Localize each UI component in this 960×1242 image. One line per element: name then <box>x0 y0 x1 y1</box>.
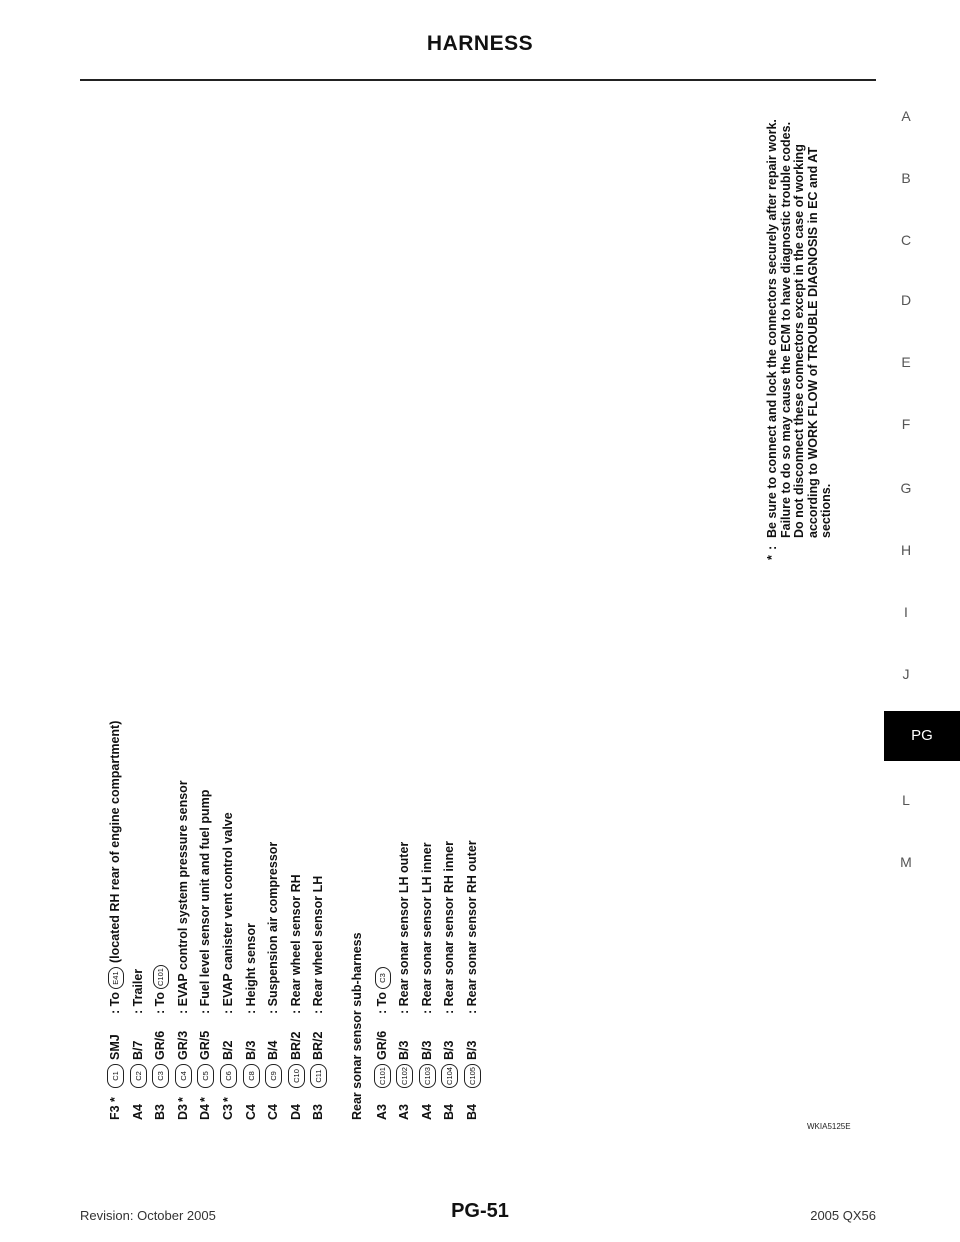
connector-color-pins: GR/6 <box>153 1030 168 1060</box>
connector-id-badge: C2 <box>130 1064 147 1088</box>
note-separator: : <box>765 545 779 550</box>
connector-description <box>266 842 280 1014</box>
connector-color-pins: B/3 <box>419 1040 434 1060</box>
section-index-g[interactable]: G <box>900 480 912 496</box>
connector-description-text: : Rear sonar sensor LH outer <box>397 841 412 1014</box>
connector-grid-location: A3 <box>374 1104 389 1120</box>
connector-description-text: : Trailer <box>130 968 145 1014</box>
connector-description-text: : Rear wheel sensor LH <box>311 875 326 1014</box>
connector-description-text: : Fuel level sensor unit and fuel pump <box>198 789 213 1014</box>
figure-code: WKIA5125E <box>807 1122 851 1131</box>
connector-id-badge: C105 <box>464 1064 481 1088</box>
section-index-e[interactable]: E <box>901 354 911 370</box>
connector-id-badge: C1 <box>107 1064 124 1088</box>
connector-color-pins: B/7 <box>130 1040 145 1060</box>
linked-connector-badge: E41 <box>108 967 124 989</box>
section-index-c[interactable]: C <box>900 232 912 248</box>
connector-description-text: : EVAP control system pressure sensor <box>175 780 190 1014</box>
footer-revision: Revision: October 2005 <box>80 1208 216 1223</box>
connector-description-text: : EVAP canister vent control valve <box>221 812 235 1014</box>
section-index-f[interactable]: F <box>901 416 911 432</box>
connector-list-rotated <box>108 110 848 1120</box>
connector-id-badge: C101 <box>374 1064 391 1088</box>
connector-description-text: : Rear sonar sensor RH outer <box>464 840 479 1014</box>
caution-note-line: sections. <box>819 483 834 538</box>
connector-color-pins: GR/3 <box>175 1030 190 1060</box>
connector-id-badge: C9 <box>265 1064 282 1088</box>
connector-color-pins: B/2 <box>221 1040 235 1060</box>
connector-color-pins: BR/2 <box>288 1031 303 1060</box>
section-index-i[interactable]: I <box>904 604 908 620</box>
header-divider <box>80 79 876 81</box>
connector-description <box>397 842 411 1014</box>
connector-description-text: : To <box>108 992 122 1014</box>
connector-color-pins: B/3 <box>442 1040 457 1060</box>
section-index-a[interactable]: A <box>901 108 911 124</box>
page-number: PG-51 <box>451 1200 509 1222</box>
connector-id-badge: C6 <box>220 1064 237 1088</box>
important-marker: * <box>198 1097 213 1102</box>
connector-description-text: : Suspension air compressor <box>266 841 281 1014</box>
connector-id-badge: C4 <box>175 1064 192 1088</box>
connector-id-badge: C3 <box>152 1064 169 1088</box>
connector-grid-location: B4 <box>464 1104 479 1120</box>
caution-note-line: Do not disconnect these connectors except in the case of working <box>792 144 807 538</box>
connector-id-badge: C102 <box>396 1064 413 1088</box>
important-marker: * <box>175 1097 190 1102</box>
connector-description <box>375 967 391 1014</box>
connector-description <box>442 841 456 1014</box>
connector-description <box>131 969 145 1014</box>
connector-grid-location: D3 <box>175 1104 190 1120</box>
connector-description-text: : Rear sonar sensor LH inner <box>419 842 434 1014</box>
connector-grid-location: C4 <box>266 1104 281 1120</box>
connector-grid-location: C4 <box>243 1104 258 1120</box>
linked-connector-badge: C3 <box>375 967 391 989</box>
section-index-j[interactable]: J <box>902 666 910 682</box>
caution-note-line: Failure to do so may cause the ECM to have diagnostic trouble codes. <box>778 121 793 538</box>
connector-description-text: : To <box>374 992 389 1014</box>
connector-id-badge: C11 <box>310 1064 327 1088</box>
important-marker: * <box>108 1097 122 1102</box>
connector-color-pins: SMJ <box>108 1034 122 1060</box>
connector-description <box>153 965 169 1014</box>
connector-description-text: : To <box>153 992 168 1014</box>
footer-model: 2005 QX56 <box>810 1208 876 1223</box>
section-index-active-tab[interactable]: PG <box>884 711 960 761</box>
connector-color-pins: B/3 <box>243 1040 258 1060</box>
section-index-h[interactable]: H <box>900 542 912 558</box>
connector-grid-location: F3 <box>108 1105 122 1120</box>
connector-grid-location: A3 <box>397 1104 412 1120</box>
connector-color-pins: B/3 <box>464 1040 479 1060</box>
linked-connector-badge: C101 <box>153 965 169 989</box>
connector-grid-location: D4 <box>288 1104 303 1120</box>
connector-description <box>420 842 434 1014</box>
caution-note-line: according to WORK FLOW of TROUBLE DIAGNOSIS in EC and AT <box>805 147 820 538</box>
connector-description-text: : Rear wheel sensor RH <box>288 874 303 1014</box>
important-marker: * <box>765 555 779 560</box>
connector-location-note: (located RH rear of engine compartment) <box>108 720 122 964</box>
connector-color-pins: BR/2 <box>311 1031 326 1060</box>
connector-color-pins: B/3 <box>397 1040 412 1060</box>
caution-note-line: Be sure to connect and lock the connectors securely after repair work. <box>765 119 779 538</box>
connector-id-badge: C5 <box>197 1064 214 1088</box>
sub-harness-title: Rear sonar sensor sub-harness <box>350 932 364 1120</box>
section-index-b[interactable]: B <box>901 170 911 186</box>
connector-description <box>244 923 258 1014</box>
connector-description <box>176 780 190 1014</box>
connector-id-badge: C10 <box>288 1064 305 1088</box>
connector-grid-location: B3 <box>153 1104 168 1120</box>
connector-grid-location: A4 <box>130 1104 145 1120</box>
connector-grid-location: D4 <box>198 1104 213 1120</box>
connector-grid-location: A4 <box>419 1104 434 1120</box>
connector-description-text: : Rear sonar sensor RH inner <box>442 841 457 1014</box>
connector-grid-location: C3 <box>221 1104 235 1120</box>
connector-color-pins: GR/6 <box>374 1030 389 1060</box>
page-title: HARNESS <box>426 32 534 55</box>
connector-id-badge: C104 <box>441 1064 458 1088</box>
section-index-d[interactable]: D <box>900 292 912 308</box>
connector-grid-location: B4 <box>442 1104 457 1120</box>
connector-description <box>289 874 303 1014</box>
connector-id-badge: C8 <box>243 1064 260 1088</box>
connector-description <box>311 876 325 1014</box>
connector-id-badge: C103 <box>419 1064 436 1088</box>
connector-description <box>221 812 235 1014</box>
connector-color-pins: GR/5 <box>198 1030 213 1060</box>
connector-description-text: : Height sensor <box>243 923 258 1014</box>
section-index-l[interactable]: L <box>902 792 910 808</box>
connector-description <box>198 790 212 1014</box>
important-marker: * <box>221 1097 235 1102</box>
connector-color-pins: B/4 <box>266 1040 281 1060</box>
connector-description <box>465 840 479 1014</box>
section-index-m[interactable]: M <box>900 854 912 870</box>
connector-grid-location: B3 <box>311 1104 326 1120</box>
connector-description <box>108 721 124 1014</box>
